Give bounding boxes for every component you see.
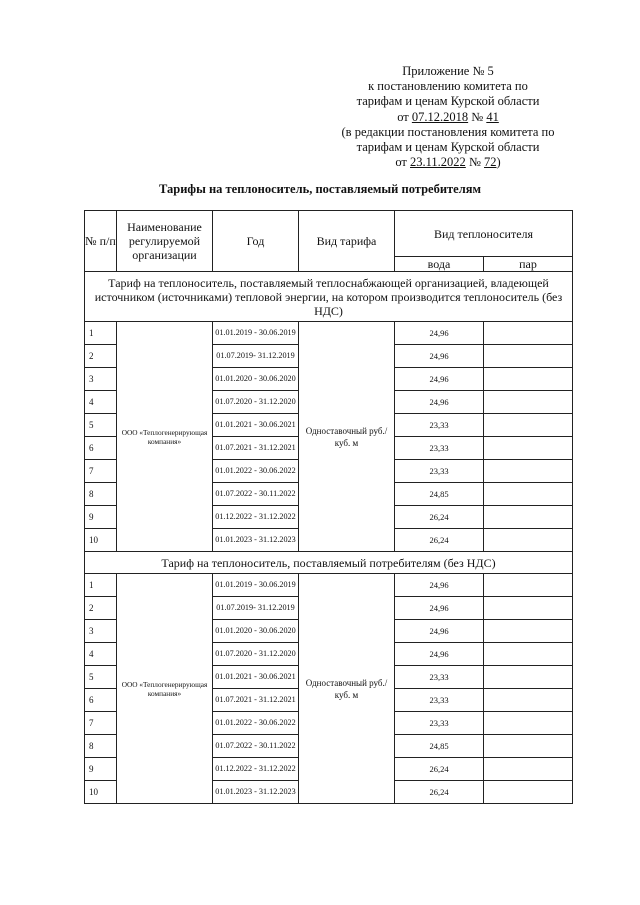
header-line: Приложение № 5 — [402, 64, 494, 78]
header-num: № п/п — [85, 211, 117, 272]
row-number: 7 — [85, 460, 117, 483]
organization-cell: ООО «Теплогенерирующая компания» — [117, 574, 213, 804]
steam-value — [484, 460, 573, 483]
row-number: 2 — [85, 345, 117, 368]
period-cell: 01.07.2021 - 31.12.2021 — [213, 437, 299, 460]
steam-value — [484, 735, 573, 758]
row-number: 1 — [85, 574, 117, 597]
water-value: 24,96 — [395, 391, 484, 414]
steam-value — [484, 414, 573, 437]
water-value: 24,96 — [395, 322, 484, 345]
row-number: 4 — [85, 643, 117, 666]
section-title: Тариф на теплоноситель, поставляемый потребителям (без НДС) — [85, 552, 573, 574]
period-cell: 01.01.2020 - 30.06.2020 — [213, 620, 299, 643]
order-date: 07.12.2018 — [411, 109, 469, 124]
period-cell: 01.01.2023 - 31.12.2023 — [213, 529, 299, 552]
water-value: 26,24 — [395, 758, 484, 781]
tariff-type-cell: Одноставочный руб./куб. м — [299, 574, 395, 804]
period-cell: 01.01.2019 - 30.06.2019 — [213, 322, 299, 345]
revision-number: 72 — [484, 155, 497, 170]
header-text: от — [395, 155, 411, 170]
period-cell: 01.07.2019- 31.12.2019 — [213, 345, 299, 368]
page-title: Тарифы на теплоноситель, поставляемый потребителям — [158, 182, 482, 196]
steam-value — [484, 483, 573, 506]
header-steam: пар — [484, 257, 573, 272]
order-number: 41 — [486, 109, 499, 124]
organization-cell: ООО «Теплогенерирующая компания» — [117, 322, 213, 552]
steam-value — [484, 781, 573, 804]
steam-value — [484, 689, 573, 712]
header-line — [318, 110, 578, 125]
period-cell: 01.01.2021 - 30.06.2021 — [213, 666, 299, 689]
row-number: 3 — [85, 620, 117, 643]
steam-value — [484, 574, 573, 597]
row-number: 9 — [85, 506, 117, 529]
period-cell: 01.01.2019 - 30.06.2019 — [213, 574, 299, 597]
header-water: вода — [395, 257, 484, 272]
header-text: от — [397, 109, 412, 124]
period-cell: 01.01.2020 - 30.06.2020 — [213, 368, 299, 391]
period-cell: 01.01.2022 - 30.06.2022 — [213, 712, 299, 735]
row-number: 5 — [85, 414, 117, 437]
tariff-table — [84, 210, 573, 804]
table-body — [85, 272, 573, 804]
steam-value — [484, 643, 573, 666]
row-number: 6 — [85, 689, 117, 712]
steam-value — [484, 322, 573, 345]
water-value: 23,33 — [395, 437, 484, 460]
steam-value — [484, 758, 573, 781]
period-cell: 01.07.2020 - 31.12.2020 — [213, 643, 299, 666]
header-line: к постановлению комитета по — [368, 79, 528, 94]
row-number: 2 — [85, 597, 117, 620]
period-cell: 01.12.2022 - 31.12.2022 — [213, 758, 299, 781]
header-line: тарифам и ценам Курской области — [356, 140, 540, 155]
period-cell: 01.07.2022 - 30.11.2022 — [213, 735, 299, 758]
header-line: (в редакции постановления комитета по — [341, 124, 555, 139]
row-number: 7 — [85, 712, 117, 735]
water-value: 26,24 — [395, 506, 484, 529]
water-value: 24,96 — [395, 368, 484, 391]
water-value: 26,24 — [395, 529, 484, 552]
water-value: 24,96 — [395, 620, 484, 643]
steam-value — [484, 391, 573, 414]
steam-value — [484, 506, 573, 529]
revision-date: 23.11.2022 — [410, 155, 466, 170]
period-cell: 01.07.2021 - 31.12.2021 — [213, 689, 299, 712]
water-value: 24,96 — [395, 597, 484, 620]
row-number: 10 — [85, 529, 117, 552]
period-cell: 01.07.2019- 31.12.2019 — [213, 597, 299, 620]
header-organization: Наименование регулируемой организации — [117, 211, 213, 272]
water-value: 23,33 — [395, 712, 484, 735]
steam-value — [484, 368, 573, 391]
header-text: № — [465, 155, 484, 170]
water-value: 23,33 — [395, 460, 484, 483]
table-row — [85, 322, 573, 345]
header-text: ) — [496, 155, 501, 170]
water-value: 24,96 — [395, 345, 484, 368]
header-line: тарифам и ценам Курской области — [356, 94, 540, 109]
water-value: 23,33 — [395, 414, 484, 437]
row-number: 8 — [85, 483, 117, 506]
steam-value — [484, 666, 573, 689]
period-cell: 01.07.2020 - 31.12.2020 — [213, 391, 299, 414]
water-value: 24,96 — [395, 643, 484, 666]
table-row — [85, 574, 573, 597]
period-cell: 01.01.2023 - 31.12.2023 — [213, 781, 299, 804]
steam-value — [484, 597, 573, 620]
period-cell: 01.07.2022 - 30.11.2022 — [213, 483, 299, 506]
period-cell: 01.12.2022 - 31.12.2022 — [213, 506, 299, 529]
header-coolant-kind: Вид теплоносителя — [395, 211, 573, 257]
period-cell: 01.01.2021 - 30.06.2021 — [213, 414, 299, 437]
row-number: 3 — [85, 368, 117, 391]
steam-value — [484, 620, 573, 643]
section-title: Тариф на теплоноситель, поставляемый теплоснабжающей организацией, владеющей источником (источниками) тепловой энергии, на котором производится теплоноситель (без НДС) — [85, 272, 573, 322]
water-value: 23,33 — [395, 689, 484, 712]
steam-value — [484, 712, 573, 735]
row-number: 1 — [85, 322, 117, 345]
water-value: 24,85 — [395, 735, 484, 758]
row-number: 8 — [85, 735, 117, 758]
header-tariff-type: Вид тарифа — [299, 211, 395, 272]
row-number: 10 — [85, 781, 117, 804]
steam-value — [484, 345, 573, 368]
row-number: 5 — [85, 666, 117, 689]
header-year: Год — [213, 211, 299, 272]
water-value: 24,96 — [395, 574, 484, 597]
document-header — [318, 64, 578, 170]
water-value: 24,85 — [395, 483, 484, 506]
tariff-type-cell: Одноставочный руб./куб. м — [299, 322, 395, 552]
row-number: 6 — [85, 437, 117, 460]
water-value: 26,24 — [395, 781, 484, 804]
water-value: 23,33 — [395, 666, 484, 689]
header-text: № — [468, 109, 487, 124]
row-number: 9 — [85, 758, 117, 781]
period-cell: 01.01.2022 - 30.06.2022 — [213, 460, 299, 483]
row-number: 4 — [85, 391, 117, 414]
header-line — [318, 155, 578, 170]
steam-value — [484, 529, 573, 552]
steam-value — [484, 437, 573, 460]
